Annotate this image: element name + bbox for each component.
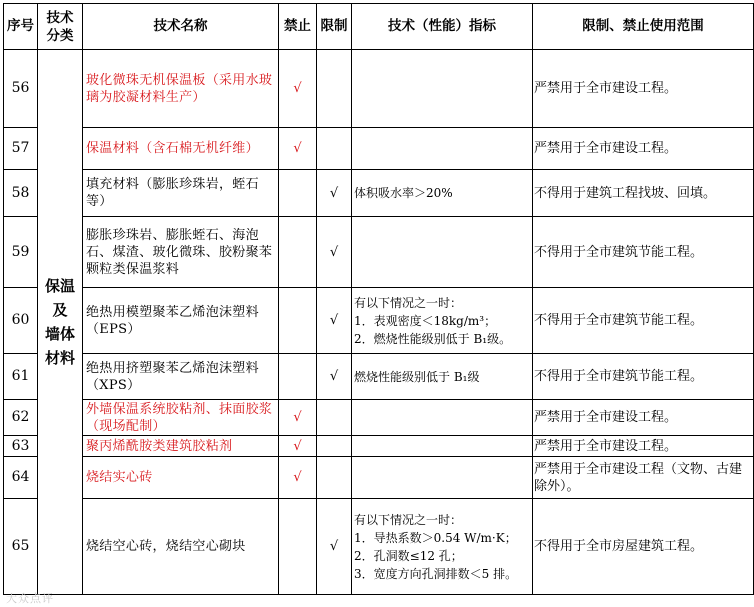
table-row [4, 288, 754, 354]
header-row [4, 4, 754, 50]
spec-line: 有以下情况之一时： [354, 512, 463, 527]
scope-text: 不得用于全市房屋建筑工程。 [533, 499, 754, 595]
ban-mark [279, 354, 317, 400]
spec-cell [352, 457, 533, 499]
limit-mark: √ [317, 499, 352, 595]
scope-text: 严禁用于全市建设工程。 [533, 400, 754, 436]
tech-name: 烧结空心砖，烧结空心砌块 [83, 499, 279, 595]
row-number: 61 [4, 354, 38, 400]
spec-cell [352, 128, 533, 170]
scope-text: 不得用于建筑工程找坡、回填。 [533, 170, 754, 217]
ban-mark: √ [279, 400, 317, 436]
tech-name: 保温材料（含石棉无机纤维） [83, 128, 279, 170]
limit-mark [317, 128, 352, 170]
limit-mark [317, 400, 352, 436]
limit-mark [317, 436, 352, 457]
spec-line: 体积吸水率＞20% [354, 186, 453, 200]
row-number: 57 [4, 128, 38, 170]
row-number: 65 [4, 499, 38, 595]
header-category: 技术分类 [38, 4, 83, 50]
spec-line: 燃烧性能级别低于 B₁级 [354, 369, 480, 384]
ban-mark: √ [279, 436, 317, 457]
scope-text: 严禁用于全市建设工程。 [533, 128, 754, 170]
category-line: 材料 [44, 349, 75, 367]
scope-text: 严禁用于全市建设工程。 [533, 436, 754, 457]
limit-mark: √ [317, 288, 352, 354]
spec-cell [352, 50, 533, 128]
table-row [4, 499, 754, 595]
ban-mark: √ [279, 128, 317, 170]
limit-mark [317, 457, 352, 499]
table-row [4, 217, 754, 288]
table-row [4, 400, 754, 436]
scope-text: 不得用于全市建筑节能工程。 [533, 354, 754, 400]
tech-name: 聚丙烯酰胺类建筑胶粘剂 [83, 436, 279, 457]
header-spec: 技术（性能）指标 [352, 4, 533, 50]
tech-name: 玻化微珠无机保温板（采用水玻璃为胶凝材料生产） [83, 50, 279, 128]
limit-mark: √ [317, 354, 352, 400]
spec-cell [352, 354, 533, 400]
category-cell [38, 50, 83, 595]
limit-mark [317, 50, 352, 128]
ban-mark [279, 288, 317, 354]
header-no: 序号 [4, 4, 38, 50]
spec-cell [352, 170, 533, 217]
row-number: 64 [4, 457, 38, 499]
row-number: 62 [4, 400, 38, 436]
row-number: 60 [4, 288, 38, 354]
spec-line: 3．宽度方向孔洞排数＜5 排。 [354, 566, 518, 581]
watermark: 大众点评 [6, 592, 54, 605]
table-row [4, 354, 754, 400]
table-row [4, 436, 754, 457]
ban-mark [279, 499, 317, 595]
tech-name: 膨胀珍珠岩、膨胀蛭石、海泡石、煤渣、玻化微珠、胶粉聚苯颗粒类保温浆料 [83, 217, 279, 288]
ban-mark: √ [279, 457, 317, 499]
category-line: 墙体 [44, 325, 75, 343]
scope-text: 严禁用于全市建设工程（文物、古建除外）。 [533, 457, 754, 499]
table-row [4, 50, 754, 128]
scope-text: 不得用于全市建筑节能工程。 [533, 217, 754, 288]
ban-mark: √ [279, 50, 317, 128]
spec-cell [352, 436, 533, 457]
tech-name: 外墙保温系统胶粘剂、抹面胶浆（现场配制） [83, 400, 279, 436]
tech-name: 烧结实心砖 [83, 457, 279, 499]
scope-text: 严禁用于全市建设工程。 [533, 50, 754, 128]
table-row [4, 457, 754, 499]
tech-name: 绝热用挤塑聚苯乙烯泡沫塑料（XPS） [83, 354, 279, 400]
category-line: 及 [52, 301, 68, 319]
row-number: 58 [4, 170, 38, 217]
scope-text: 不得用于全市建筑节能工程。 [533, 288, 754, 354]
spec-line: 2．孔洞数≤12 孔； [354, 548, 463, 563]
table-row [4, 170, 754, 217]
spec-cell [352, 217, 533, 288]
restriction-table [3, 3, 754, 595]
row-number: 63 [4, 436, 38, 457]
spec-line: 有以下情况之一时： [354, 295, 463, 310]
row-number: 56 [4, 50, 38, 128]
row-number: 59 [4, 217, 38, 288]
header-limit: 限制 [317, 4, 352, 50]
header-scope: 限制、禁止使用范围 [533, 4, 754, 50]
limit-mark: √ [317, 170, 352, 217]
spec-line: 1．表观密度＜18kg/m³； [354, 313, 497, 328]
spec-cell [352, 288, 533, 354]
spec-cell [352, 400, 533, 436]
spec-line: 2．燃烧性能级别低于 B₁级。 [354, 331, 512, 346]
ban-mark [279, 217, 317, 288]
tech-name: 填充材料（膨胀珍珠岩，蛭石等） [83, 170, 279, 217]
spec-cell [352, 499, 533, 595]
tech-name: 绝热用模塑聚苯乙烯泡沫塑料（EPS） [83, 288, 279, 354]
spec-line: 1．导热系数＞0.54 W/m·K； [354, 530, 517, 545]
category-line: 保温 [44, 277, 75, 295]
table-row [4, 128, 754, 170]
header-name: 技术名称 [83, 4, 279, 50]
limit-mark: √ [317, 217, 352, 288]
header-ban: 禁止 [279, 4, 317, 50]
ban-mark [279, 170, 317, 217]
